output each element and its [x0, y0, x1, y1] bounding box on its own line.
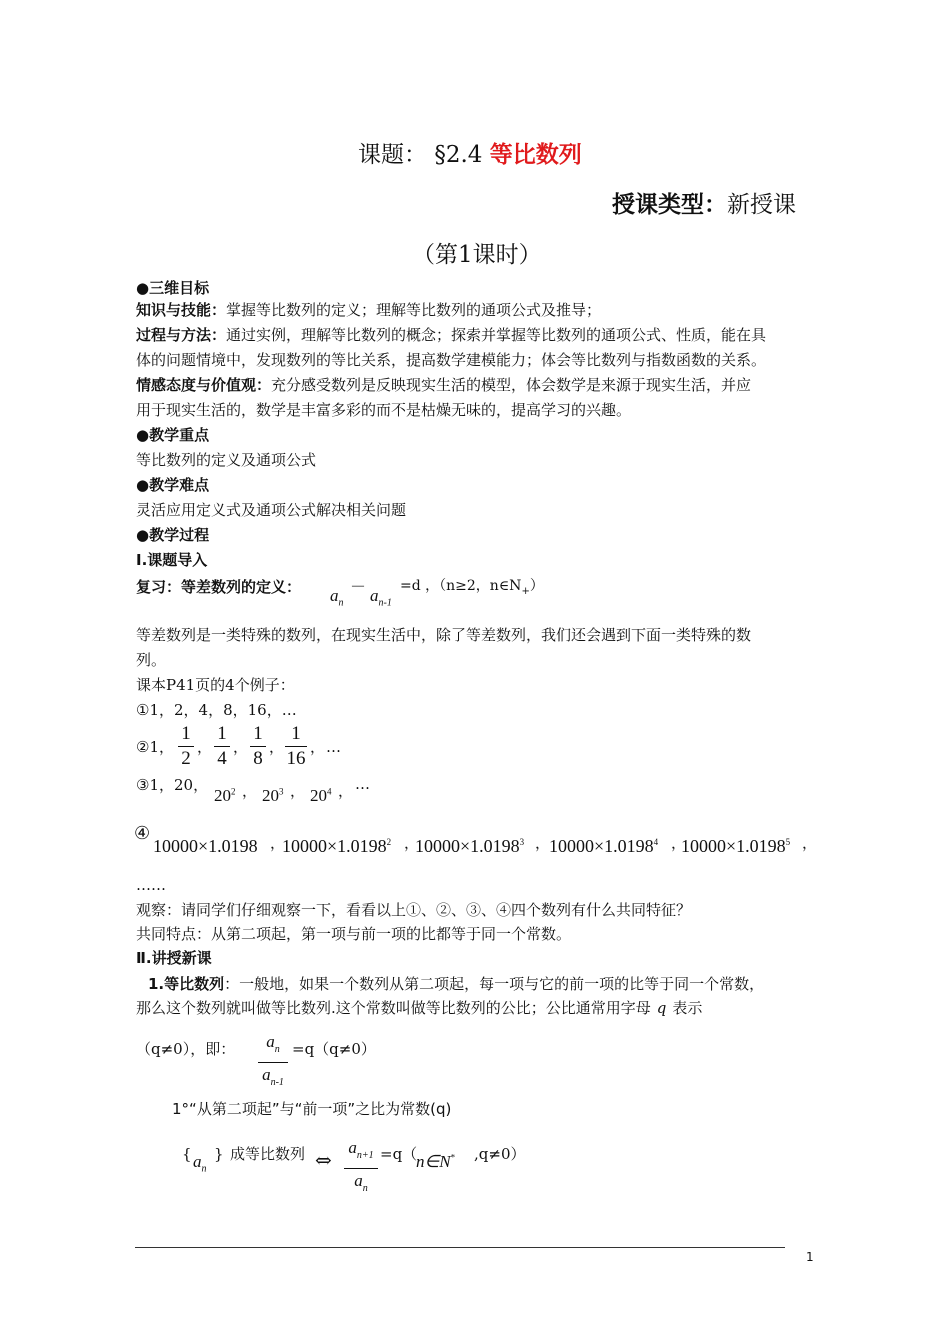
- ex2-frac-eighth: [250, 724, 266, 769]
- ex4-base-2: 10000: [282, 836, 327, 856]
- ex4-comma-1: ，: [270, 834, 286, 852]
- review-label: 复习：等差数列的定义：: [136, 578, 302, 596]
- ratio2-star: *: [450, 1152, 456, 1163]
- textbook-ref: 课本P41页的4个例子：: [136, 676, 295, 694]
- ex3-comma-3: ，: [338, 782, 354, 800]
- ratio2-equals: =q（: [380, 1145, 418, 1163]
- review-tail: =d ，（n≥2，n∈N: [400, 578, 522, 594]
- goal-process-line2: 体的问题情境中，发现数列的等比关系，提高数学建模能力；体会等比数列与指数函数的关系。: [136, 351, 767, 369]
- difficulty-heading: ●教学难点: [136, 476, 210, 494]
- definition-condition: （q≠0），即：: [136, 1040, 236, 1058]
- ex4-term-1: [153, 836, 258, 857]
- lesson-session: （第1课时）: [412, 242, 542, 268]
- ex4-times-5: ×: [726, 836, 737, 856]
- footer-divider: [135, 1247, 785, 1248]
- ex2-ellipsis: …: [326, 738, 341, 756]
- goal-knowledge-label: 知识与技能：: [136, 301, 227, 319]
- review-term-an: [330, 586, 344, 608]
- title-prefix: 课题：: [358, 142, 427, 168]
- lesson-type-label: 授课类型：: [612, 192, 727, 218]
- ex3-base-2: 20: [262, 786, 279, 805]
- ex4-base-1: 10000: [153, 836, 198, 856]
- focus-text: 等比数列的定义及通项公式: [136, 451, 317, 469]
- ratio-den-a: a: [262, 1064, 271, 1084]
- ex4-rate-4: 1.0198: [604, 836, 654, 856]
- review-close: ）: [529, 578, 544, 594]
- review-term-an1: [370, 586, 392, 608]
- ex4-comma-4: ，: [671, 834, 687, 852]
- ex4-rate-2: 1.0198: [337, 836, 387, 856]
- review-condition: [400, 574, 544, 604]
- ratio2-den-sub: n: [362, 1182, 368, 1194]
- goal-knowledge-text: 掌握等比数列的定义；理解等比数列的通项公式及推导；: [226, 301, 602, 319]
- ex4-exp-2: 2: [386, 837, 392, 847]
- lesson-type-value: 新授课: [727, 192, 796, 218]
- ratio-fraction: [258, 1032, 288, 1093]
- review-a: a: [330, 586, 339, 605]
- definition-text2a: 那么这个数列就叫做等比数列.这个常数叫做等比数列的公比；公比通常用字母: [136, 999, 651, 1017]
- ex2-den-4: 4: [217, 748, 227, 769]
- title-topic: 等比数列: [489, 142, 582, 168]
- ex3-power-3: 3: [279, 786, 284, 797]
- ex2-comma-2: ，: [233, 738, 249, 756]
- ex3-term-20-3: [262, 786, 284, 806]
- ex4-term-2: [282, 836, 391, 857]
- intro-line1: 等差数列是一类特殊的数列，在现实生活中，除了等差数列，我们还会遇到下面一类特殊的数: [136, 626, 752, 644]
- set-term: [193, 1152, 207, 1174]
- ex4-times-2: ×: [327, 836, 338, 856]
- ratio2-condition: [416, 1152, 455, 1172]
- ex2-comma-1: ，: [197, 738, 213, 756]
- ex2-comma-3: ，: [269, 738, 285, 756]
- ex4-exp-4: 4: [653, 837, 659, 847]
- goal-emotion-text1: 充分感受数列是反映现实生活的模型，体会数学是来源于现实生活，并应: [271, 376, 752, 394]
- ratio-num-a: a: [266, 1032, 275, 1051]
- ex2-comma-4: ，: [310, 738, 326, 756]
- set-open-brace: {: [182, 1145, 192, 1163]
- review-sub-n1: n-1: [378, 597, 392, 609]
- example-3-start: ③1，20，: [136, 776, 209, 794]
- definition-text2b: 表示: [672, 999, 703, 1017]
- ratio2-tail: ,q≠0）: [474, 1145, 526, 1163]
- ex2-num-1: 1: [181, 723, 191, 744]
- page-title: [358, 136, 582, 169]
- title-section: §2.4: [434, 142, 483, 168]
- ex3-base-3: 20: [310, 786, 327, 805]
- ex4-rate-5: 1.0198: [736, 836, 786, 856]
- part2-heading: Ⅱ.讲授新课: [136, 949, 212, 967]
- example-2-start: ②1，: [136, 738, 174, 756]
- review-a2: a: [370, 586, 379, 605]
- review-plus: +: [521, 585, 530, 597]
- ratio2-den-a: a: [354, 1170, 363, 1190]
- set-a: a: [193, 1152, 202, 1171]
- ex2-num-4: 1: [291, 723, 301, 744]
- ex2-frac-half: [178, 724, 194, 769]
- ex3-comma-2: ，: [290, 782, 306, 800]
- ex3-base-1: 20: [214, 786, 231, 805]
- ex2-frac-sixteenth: [285, 724, 307, 769]
- ratio2-num-sub: n+1: [356, 1149, 374, 1161]
- ex4-times-3: ×: [460, 836, 471, 856]
- definition-line2: [136, 996, 702, 1021]
- goal-emotion-line2: 用于现实生活的，数学是丰富多彩的而不是枯燥无味的，提高学习的兴趣。: [136, 401, 632, 419]
- ex3-term-20-4: [310, 786, 332, 806]
- ex4-times-1: ×: [198, 836, 209, 856]
- goals-heading: ●三维目标: [136, 279, 210, 297]
- ex3-ellipsis: …: [355, 775, 370, 793]
- ratio2-num-a: a: [348, 1138, 357, 1157]
- page-number: 1: [806, 1250, 814, 1264]
- ex3-power-4: 4: [327, 786, 332, 797]
- ex4-exp-5: 5: [785, 837, 791, 847]
- ratio2-cond-n: n∈N: [416, 1152, 451, 1171]
- ex4-comma-3: ，: [535, 834, 551, 852]
- ex2-frac-quarter: [214, 724, 230, 769]
- ex4-term-3: [415, 836, 524, 857]
- ex4-comma-2: ，: [404, 834, 420, 852]
- ex4-ellipsis: ……: [136, 876, 166, 894]
- ex3-power-2: 2: [231, 786, 236, 797]
- ratio-num-sub: n: [274, 1043, 280, 1055]
- ex4-base-3: 10000: [415, 836, 460, 856]
- part1-heading: Ⅰ.课题导入: [136, 551, 208, 569]
- goal-emotion-label: 情感态度与价值观：: [136, 376, 272, 394]
- ex2-num-2: 1: [217, 723, 227, 744]
- definition-line1: [148, 972, 764, 997]
- ratio-den-sub: n-1: [270, 1076, 284, 1088]
- ex4-rate-3: 1.0198: [470, 836, 520, 856]
- note-1: 1°“从第二项起”与“前一项”之比为常数(q): [172, 1100, 452, 1118]
- lesson-type: [612, 186, 796, 219]
- ex4-times-4: ×: [594, 836, 605, 856]
- definition-label: 1.等比数列: [148, 975, 225, 993]
- process-heading: ●教学过程: [136, 526, 210, 544]
- ex4-base-4: 10000: [549, 836, 594, 856]
- review-sub-n: n: [338, 597, 344, 609]
- example-1: ①1，2，4，8，16，…: [136, 701, 297, 719]
- observe-text: 观察：请同学们仔细观察一下，看看以上①、②、③、④四个数列有什么共同特征？: [136, 901, 692, 919]
- difficulty-text: 灵活应用定义式及通项公式解决相关问题: [136, 501, 407, 519]
- ex4-term-4: [549, 836, 658, 857]
- intro-line2: 列。: [136, 651, 167, 669]
- definition-q: q: [656, 999, 667, 1017]
- goal-emotion-line1: [136, 373, 751, 398]
- focus-heading: ●教学重点: [136, 426, 210, 444]
- definition-text1: ：一般地，如果一个数列从第二项起，每一项与它的前一项的比等于同一个常数，: [224, 975, 765, 993]
- set-text: 成等比数列: [230, 1145, 306, 1163]
- ratio-equals-q: =q（q≠0）: [292, 1040, 376, 1058]
- ex4-base-5: 10000: [681, 836, 726, 856]
- ex4-term-5: [681, 836, 790, 857]
- ex4-comma-5: ，: [802, 834, 818, 852]
- goal-process-text1: 通过实例，理解等比数列的概念；探索并掌握等比数列的通项公式、性质，能在具: [226, 326, 767, 344]
- example-4-mark: ④: [134, 823, 151, 844]
- goal-process-line1: [136, 323, 766, 348]
- ex2-den-8: 8: [253, 748, 263, 769]
- set-sub-n: n: [201, 1163, 207, 1175]
- ratio-fraction-2: [344, 1138, 378, 1199]
- goal-knowledge: [136, 298, 601, 323]
- ex3-term-20-2: [214, 786, 236, 806]
- ex2-den-16: 16: [286, 748, 306, 769]
- goal-process-label: 过程与方法：: [136, 326, 227, 344]
- ex3-comma-1: ，: [242, 782, 258, 800]
- iff-symbol: ⇔: [315, 1148, 332, 1172]
- ex4-rate-1: 1.0198: [208, 836, 258, 856]
- set-close-brace: }: [214, 1145, 224, 1163]
- ex4-exp-3: 3: [519, 837, 525, 847]
- ex2-den-2: 2: [181, 748, 191, 769]
- common-feature-text: 共同特点：从第二项起，第一项与前一项的比都等于同一个常数。: [136, 925, 572, 943]
- review-minus: －: [350, 577, 367, 596]
- ex2-num-3: 1: [253, 723, 263, 744]
